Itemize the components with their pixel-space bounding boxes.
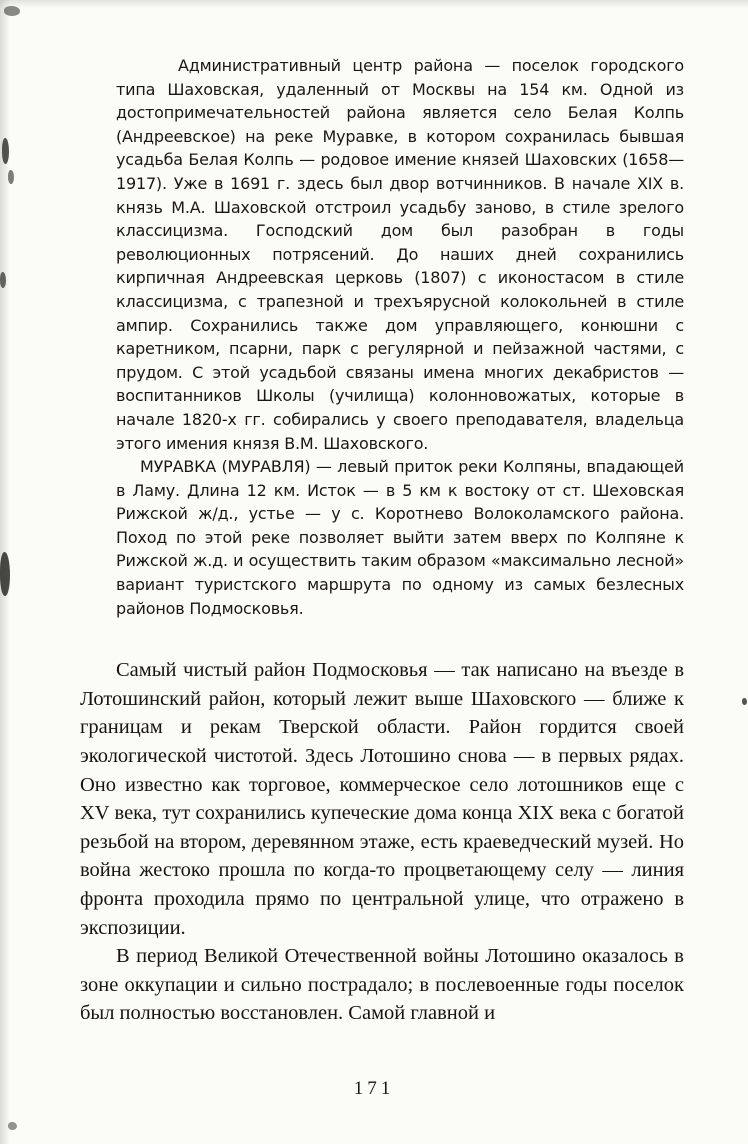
scan-artifact [4,6,20,16]
scan-artifact [0,272,6,288]
excerpt-paragraph-muravka: МУРАВКА (МУРАВЛЯ) — левый приток реки Колпяны, впадающей в Ламу. Длина 12 км. Исток — в 5 км к востоку от ст. Шеховская Рижской ж/д., устье — у с. Коротнево Волоколамского района. Поход по этой реке позволяет выйти затем вверх по Колпяне к Рижской ж.д. и осуществить таким образом «максимально лесной» вариант туристского маршрута по одному из самых безлесных районов Подмосковья. [116,457,684,618]
scan-artifact [8,170,14,184]
scan-artifact [2,138,9,164]
excerpt-block [116,54,684,620]
scan-artifact [0,552,10,596]
excerpt-paragraph-shakhovskaya: Административный центр района — поселок городского типа Шаховская, удаленный от Москвы на 154 км. Одной из достопримечательностей района является село Белая Колпь (Андреевское) на реке Муравке, в котором сохранилась бывшая усадьба Белая Колпь — родовое имение князей Шаховских (1658—1917). Уже в 1691 г. здесь был двор вотчинников. В начале XIX в. князь М.А. Шаховской отстроил усадьбу заново, в стиле зрелого классицизма. Господский дом был разобран в годы революционных потрясений. До наших дней сохранились кирпичная Андреевская церковь (1807) с иконостасом в стиле классицизма, с трапезной и трехъярусной колокольней в стиле ампир. Сохранились также дом управляющего, конюшни с каретником, псарни, парк с регулярной и пейзажной частями, с прудом. С этой усадьбой связаны имена многих декабристов — воспитанников Школы (училища) колонновожатых, которые в начале 1820-х гг. собирались у своего преподавателя, владельца этого имения князя В.М. Шаховского. [116,56,684,453]
text-column [80,54,684,1028]
body-block [80,656,684,1028]
body-paragraph-lotoshino: Самый чистый район Подмосковья — так написано на въезде в Лотошинский район, который лежит выше Шаховского — ближе к границам и рекам Тверской области. Район гордится своей экологической чистотой. Здесь Лотошино снова — в первых рядах. Оно известно как торговое, коммерческое село лотошников еще с XV века, тут сохранились купеческие дома конца XIX века с богатой резьбой на втором, деревянном этаже, есть краеведческий музей. Но война жестоко прошла по когда-то процветающему селу — линия фронта проходила прямо по центральной улице, что отражено в экспозиции. [80,659,684,939]
page-number: 171 [353,1078,395,1099]
scan-artifact [742,698,747,705]
scan-artifact [8,1122,17,1130]
body-paragraph-war-period: В период Великой Отечественной войны Лотошино оказалось в зоне оккупации и сильно пострадало; в послевоенные годы поселок был полностью восстановлен. Самой главной и [80,945,684,1025]
